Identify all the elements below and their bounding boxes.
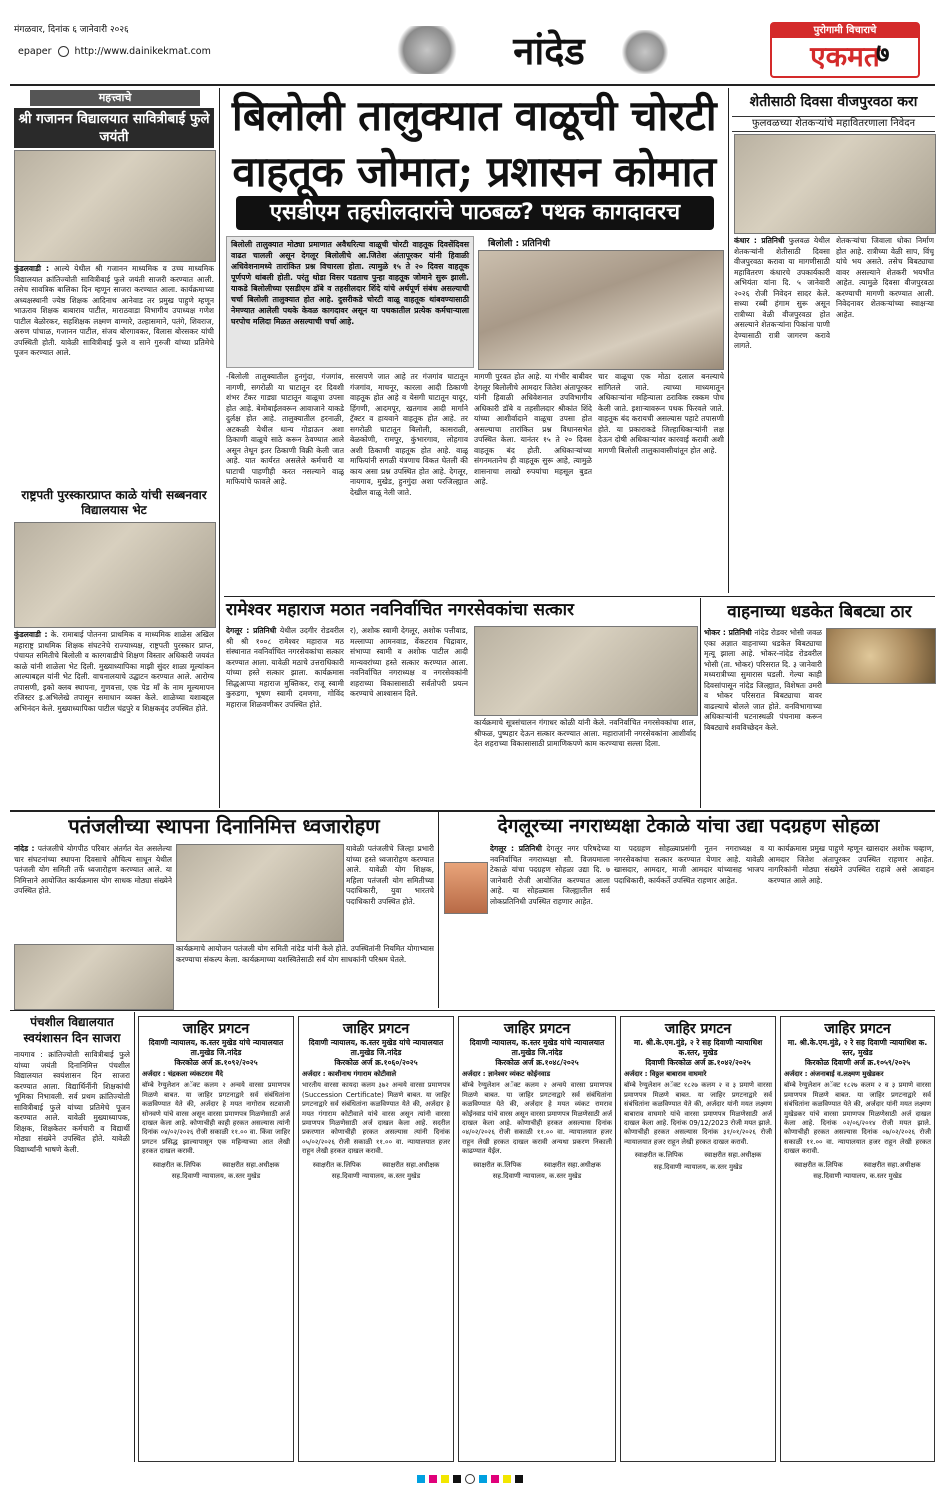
yoga-headline: पतंजलीच्या स्थापना दिनानिमित्त ध्वजारोहण	[68, 814, 380, 838]
notice-footer: सह.दिवाणी न्यायालय, क.स्तर मुखेड	[331, 1172, 421, 1181]
panchshil-story: नायगाव : क्रांतिज्योती सावित्रीबाई फुले यांच्या जयंती दिनानिमित्त पंचशील विद्यालयात स्वयंशासन दिन साजरा करण्यात आला. विद्यार्थिनींनी शिक्षकांची भूमिका निभावली. सर्व प्रथम क्रांतिज्योती सावित्रीबाई फुले यांच्या प्रतिमेचे पूजन करण्यात आले. यावेळी मुख्याध्यापक, शिक्षक, शिक्षकेतर कर्मचारी व विद्यार्थी मोठ्या संख्येने उपस्थित होते. यावेळी विद्यार्थ्यांनी भाषणे केली.	[14, 1050, 130, 1154]
mayor-portrait	[444, 862, 488, 914]
felicitation-col-1	[226, 626, 344, 806]
issue-date: मंगळवार, दिनांक ६ जानेवारी २०२६	[14, 25, 129, 35]
notice-body: बॉम्बे रेग्युलेशन अॅक्ट १८२७ कलम २ व ३ प्रमाणे वारसा प्रमाणपत्र मिळणे बाबत. या जाहिर प्रगटनाद्वारे सर्व संबंधितांना कळविण्यात येते की, अर्जदार यांनी मयत लक्ष्मण मुखेडकर यांचे वारसा प्रमाणपत्र मिळणेसाठी अर्ज दाखल केला आहे. दिनांक ०२/०६/२०१४ रोजी मयत झाले. कोणाचीही हरकत असल्यास दिनांक ०७/०२/२०२६ रोजी सकाळी ११.०० वा. न्यायालयात हजर राहून लेखी हरकत दाखल करावी.	[784, 1081, 931, 1156]
panchshil-headline: पंचशील विद्यालयात स्वयंशासन दिन साजरा	[23, 1015, 121, 1045]
clerk-signature: स्वाक्षरीत क.लिपिक	[634, 1151, 683, 1160]
clerk-signature: स्वाक्षरीत क.लिपिक	[473, 1160, 522, 1169]
dateline: कुंडलवाडी :	[14, 264, 49, 273]
leopard-story-cont	[826, 686, 934, 806]
legal-notice	[620, 1016, 776, 1462]
farm-headline: शेतीसाठी दिवसा वीजपुरवठा करा	[749, 94, 918, 110]
notice-court: मा. श्री.के.एम.मुंडे, २ रे सह दिवाणी न्यायाधिश क.स्तर, मुखेड	[633, 1038, 763, 1057]
leopard-photo	[826, 628, 936, 684]
sand-mining-photo	[478, 250, 724, 370]
school-event-photo	[14, 150, 216, 262]
lead-byline: बिलोली : प्रतिनिधी	[488, 239, 550, 249]
yoga-col-1-body: पतंजलीचे योगपीठ परिवार अंतर्गत येत असलेल्या चार संघटनांच्या स्थापना दिवसाचे औचित्य साधून येथील पतंजली योग समिती तर्फे ध्वजारोहण करण्यात आले. या निमित्ताने आयोजित कार्यक्रमास योग साधक मोठ्या संख्येने उपस्थित होते.	[14, 844, 172, 895]
lead-intro: बिलोली तालुक्यात मोठ्या प्रमाणात अवैधरित्या वाळूची चोरटी वाहतूक दिवसेंदिवस वाढत चालली असून देगलूर बिलोलीचे आ.जितेश अंतापूरकर यांनी हिवाळी अधिवेशनामध्ये तारांकित प्रश्न विचारला होता. त्यामुळे १५ ते २० दिवस वाहतूक पूर्णपणे थांबली होती. परंतु थोडा विसर पडताच पुन्हा वाहतूक जोमाने सुरू झाली. याकडे बिलोलीच्या एसडीएम डॉबे व तहसीलदार शिंदे यांचे अर्थपूर्ण संबंध असल्याची चर्चा बिलोली तालुक्यात होत आहे. दुसरीकडे चोरटी वाळू वाहतूक थांबवण्यासाठी नेमण्यात आलेली पथके केवळ कागदावर असून या पथकातील प्रत्येक कर्मचाऱ्याला घरपोच मलिदा मिळत असल्याची चर्चा आहे.	[231, 240, 469, 326]
notice-signatures	[302, 1161, 450, 1170]
sidebar-story-2	[14, 630, 214, 815]
legal-notice	[298, 1016, 454, 1462]
notice-case-number: किरकोळ अर्ज क्र.१०६०/२०२५	[334, 1058, 418, 1067]
clerk-signature: स्वाक्षरीत क.लिपिक	[152, 1160, 201, 1169]
lead-intro-box	[226, 236, 474, 368]
notice-case-number: किरकोळ अर्ज क्र.१०९२/२०२५	[174, 1058, 258, 1067]
notice-case-number: दिवाणी किरकोळ अर्ज क्र.१०४२/२०२५	[645, 1058, 751, 1067]
notice-party: अर्जदार : काशीनाथ गंगाराम कोटीवाले	[302, 1070, 397, 1078]
felicitation-col-3: कार्यक्रमाचे सूत्रसंचालन गंगाधर कोळी यांनी केले. नवनिर्वाचित नगरसेवकांचा शाल, श्रीफळ, पुष्पहार देऊन सत्कार करण्यात आला. महाराजांनी नगरसेवकांना आशीर्वाद देत शहराच्या विकासासाठी प्रामाणिकपणे काम करण्याचा सल्ला दिला.	[474, 718, 696, 748]
notice-title: जाहिर प्रगटन	[503, 1021, 571, 1037]
lead-headline	[224, 88, 724, 200]
lead-col-1: -बिलोली तालुक्यातील हुनगुंदा, गंजगांव, नागणी, सगरोळी या घाटातून दर दिवशी शंभर टँकर गाड्या घाटातून वाळूचा उपसा होत आहे. बेमोबाईलवरून आवाजाने याकडे दुर्लक्ष होत आहे. तालुक्यातील हरनाळी, अटकळी येथील धान्य गोडाऊन अशा ठिकाणी वाळूचे साठे करून ठेवण्यात आले असून तेथून इतर ठिकाणी विक्री केली जात आहे. यात कार्यरत असलेले कर्मचारी या घाटाची पाहणीही करत नसल्याने वाळू माफियांचे फावले आहे.	[226, 372, 344, 486]
notice-case-number: किरकोळ दिवाणी अर्ज क्र.१०५९/२०२५	[804, 1058, 911, 1067]
notice-footer: सह.दिवाणी न्यायालय, क.स्तर मुखेड	[813, 1172, 902, 1181]
superintendent-signature: स्वाक्षरीत सहा.अधीक्षक	[704, 1151, 762, 1160]
notice-body: बॉम्बे रेग्युलेशन अॅक्ट १८२७ कलम २ व ३ प्रमाणे वारसा प्रमाणपत्र मिळणे बाबत. या जाहिर प्रगटनाद्वारे सर्व संबंधितांना कळविण्यात येते की, अर्जदार यांनी मयत लक्ष्मण बाबाराव वाघमारे यांचे वारसा प्रमाणपत्र मिळणेसाठी अर्ज दाखल केला आहे. दिनांक 09/12/2023 रोजी मयत झाले. कोणाचीही हरकत असल्यास दिनांक ३१/०१/२०२६ रोजी न्यायालयात हजर राहून लेखी हरकत दाखल करावी.	[624, 1081, 772, 1146]
notice-court: दिवाणी न्यायालय, क.स्तर मुखेड यांचे न्यायालयात ता.मुखेड जि.नांदेड	[469, 1038, 605, 1057]
lead-col-3: मागणी पुरवत होत आहे. या गंभीर बाबीवर देगलूर बिलोलीचे आमदार जितेश अंतापूरकर यांनी हिवाळी अधिवेशनात उपविभागीय अधिकारी डॉबे व तहसीलदार श्रीकांत शिंदे यांच्या आशीर्वादाने वाळूचा उपसा होत असल्याचा तारांकित प्रश्न विधानसभेत उपस्थित केला. यानंतर १५ ते २० दिवस वाहतूक बंद होती. अधिकाऱ्यांच्या संगनमतानेच ही वाहतूक सुरू आहे, त्यामुळे शासनाचा लाखो रुपयांचा महसूल बुडत आहे.	[474, 372, 592, 486]
felicitation-photo	[474, 626, 698, 716]
sidebar-story-1	[14, 264, 214, 484]
legal-notice	[780, 1016, 935, 1462]
degloor-col-3: या कार्यक्रमास प्रमुख पाहुणे म्हणून खासदार अशोक चव्हाण, आमदार जितेश अंतापूरकर उपस्थित राहणार आहेत. नागरिकांनी मोठ्या संख्येने उपस्थित राहावे असे आवाहन करण्यात आले आहे.	[768, 844, 934, 885]
lead-headline-line-2: वाहतूक जोमात; प्रशासन कोमात	[232, 147, 716, 196]
notice-court: मा. श्री.के.एम.मुंडे, २ रे सह दिवाणी न्यायाधिश क. स्तर, मुखेड	[787, 1038, 928, 1057]
dateline: नांदेड :	[14, 844, 35, 853]
felicitation-col-2: र), अशोक स्वामी देगलूर, अशोक पत्तीवाड, मल्लाप्पा आमनवाड, वेंकटराव चिद्रावार, संभाप्पा स्वामी व अशोक पाटील आदी मान्यवरांच्या हस्ते सत्कार करण्यात आला. नवनिर्वाचित नगराध्यक्ष व नगरसेवकांनी शहराच्या विकासासाठी सर्वतोपरी प्रयत्न करण्याचे आश्वासन दिले.	[350, 626, 468, 698]
header-ornament-left	[392, 26, 462, 74]
notice-party: अर्जदार : चंद्रकला व्यंकटराव मैंदे	[142, 1070, 223, 1078]
website-url: http://www.dainikekmat.com	[74, 46, 211, 57]
dateline: देगलूर : प्रतिनिधी	[226, 626, 277, 635]
notice-case-number: किरकोळ अर्ज क्र.१०४८/२०२५	[495, 1058, 579, 1067]
yoga-col-2: यावेळी पतंजलीचे जिल्हा प्रभारी यांच्या हस्ते ध्वजारोहण करण्यात आले. यावेळी योग शिक्षक, महिला पतंजली योग समितीच्या पदाधिकारी, युवा भारतचे पदाधिकारी उपस्थित होते.	[346, 844, 434, 906]
superintendent-signature: स्वाक्षरीत सहा.अधीक्षक	[863, 1160, 921, 1169]
notice-signatures	[784, 1161, 931, 1170]
farm-col-1	[734, 236, 830, 592]
farm-subhead: फुलवळच्या शेतकऱ्यांचे महावितरणाला निवेदन	[732, 116, 935, 132]
section-title: नांदेड	[513, 28, 585, 73]
degloor-col-2: या पदग्रहण सोहळ्याप्रसंगी नूतन नगराध्यक्ष व नगरसेवकांचा सत्कार करण्यात येणार आहे. यावेळी खासदार, आमदार, माजी आमदार यांच्यासह भाजप पदाधिकारी, कार्यकर्ते उपस्थित राहणार आहेत.	[614, 844, 764, 885]
dateline: कुंडलवाडी :	[14, 630, 48, 639]
school-visit-photo	[14, 522, 216, 628]
epaper-link[interactable]	[18, 46, 211, 57]
superintendent-signature: स्वाक्षरीत सहा.अधीक्षक	[382, 1160, 440, 1169]
farm-col-2: शेतकऱ्यांचा जिवाला धोका निर्माण होत आहे. रात्रीच्या वेळी साप, विंचू यांचे भय असते. तसेच बिबट्याचा वावर असल्याने शेतकरी भयभीत आहेत. त्यामुळे दिवसा वीजपुरवठा करण्याची मागणी करण्यात आली. निवेदनावर शेतकऱ्यांच्या स्वाक्षऱ्या आहेत.	[836, 236, 934, 319]
degloor-col-1	[490, 844, 610, 1008]
notice-signatures	[624, 1151, 772, 1160]
superintendent-signature: स्वाक्षरीत सहा.अधीक्षक	[543, 1160, 601, 1169]
logo-tagline: पुरोगामी विचाराचे	[772, 24, 918, 38]
felicitation-headline: रामेश्वर महाराज मठात नवनिर्वाचित नगरसेवकांचा सत्कार	[226, 600, 574, 620]
yoga-col-3: कार्यक्रमाचे आयोजन पतंजली योग समिती नांदेड यांनी केले होते. उपस्थितांनी नियमित योगाभ्यास करण्याचा संकल्प केला. कार्यक्रमाच्या यशस्वितेसाठी सर्व योग साधकांनी परिश्रम घेतले.	[176, 944, 434, 964]
sidebar-headline-2: राष्ट्रपती पुरस्कारप्राप्त काळे यांची सब्बनवार विद्यालयास भेट	[21, 488, 207, 517]
legal-notice	[458, 1016, 616, 1462]
notice-footer: सह.दिवाणी न्यायालय, क.स्तर मुखेड	[653, 1162, 743, 1171]
notice-title: जाहिर प्रगटन	[824, 1021, 891, 1037]
clerk-signature: स्वाक्षरीत क.लिपिक	[794, 1160, 843, 1169]
lead-subhead: एसडीएम तहसीलदारांचे पाठबळ? पथक कागदावरच	[236, 196, 714, 230]
dateline: कंधार : प्रतिनिधी	[734, 236, 785, 245]
story-body: के. रामाबाई पोतनना प्राथमिक व माध्यमिक शाळेस अखिल महाराष्ट्र प्राथमिक शिक्षक संघटनेचे राज्याध्यक्ष, राष्ट्रपती पुरस्कार प्राप्त, पंचायत समितीचे बिलोली व कारगवाडीचे शिक्षण विस्तार अधिकारी जयवंत काळे यांनी शाळेला भेट दिली. मुख्याध्यापिका माझी सुंदर शाळा मूल्यांकन आल्याबद्दल यांनी भेट दिली. वाचनालयाचे उद्घाटन करण्यात आले. आरोग्य तपासणी, इको क्लब स्थापना, गुणवत्ता, एक पेड माँ के नाम मूल्यमापन रजिस्टर इ.अभिलेखे तपासून समाधान व्यक्त केले. शाळेच्या यशाबद्दल अभिनंदन केले. मुख्याध्यापिका पाटील चंद्रपुरे व शिक्षकवृंद उपस्थित होते.	[14, 630, 214, 713]
sidebar-tag: महत्त्वाचे	[30, 90, 200, 106]
epaper-label: epaper	[18, 46, 52, 57]
yoga-col-1	[14, 844, 172, 940]
color-registration-bar	[260, 1472, 680, 1486]
superintendent-signature: स्वाक्षरीत सहा.अधीक्षक	[222, 1160, 280, 1169]
dateline: देगलूर : प्रतिनिधी	[490, 844, 542, 853]
lead-headline-line-1: बिलोली तालुक्यात वाळूची चोरटी	[231, 91, 717, 140]
logo-brand: एकमत	[810, 40, 880, 73]
header-ornament-right	[620, 30, 670, 74]
story-body: आल्ये येथील श्री गजानन माध्यमिक व उच्च माध्यमिक विद्यालयात क्रांतिज्योती सावित्रीबाई फुले जयंती साजरी करण्यात आली. तसेच सावत्रिक बालिका दिन म्हणून साजरा करण्यात आला. कार्यक्रमाच्या अध्यक्षस्थानी ज्येष्ठ शिक्षक आदिनाथ आनेवाड तर प्रमुख पाहुणे म्हणून भाऊराव शिक्षक बाबाराव पाटील, माराठवाडा विभागीय उपाध्यक्ष गणेश पाटील बेळोरकर, सहशिक्षक लक्ष्मण वाग्मारे, उल्हासमाने, पतंगे, शिवराज, अरुण पांचाळ, गजानन पाटील, संजय बोरगावकर, विलास बोरसकर यांची उपस्थिती होती. यावेळी सावित्रीबाई फुले व साने गुरुजी यांच्या प्रतिमेचे पूजन करण्यात आले.	[14, 264, 214, 357]
lead-col-4: चार वाळूचा एक मोठा दलाल बनल्याचे सांगितले जाते. त्याच्या माध्यमातून अधिकाऱ्यांना महिन्याला ठराविक रक्कम पोच केली जाते. इशाऱ्यावरून पथक फिरवले जाते. वाहतूक बंद करायची असल्यास पहाटे तपासणी होते. या प्रकाराकडे जिल्हाधिकाऱ्यांनी लक्ष देऊन दोषी अधिकाऱ्यांवर कारवाई करावी अशी मागणी बिलोली तालुकावासीयांतून होत आहे.	[598, 372, 724, 455]
sidebar-headline-1: श्री गजानन विद्यालयात सावित्रीबाई फुले जयंती	[14, 108, 214, 148]
masthead-logo	[770, 22, 920, 78]
notice-party: अर्जदार : ज्ञानेश्वर व्यंकट कोईनवाड	[462, 1070, 551, 1078]
notice-court: दिवाणी न्यायालय, क.स्तर मुखेड यांचे न्यायालयात ता.मुखेड जि.नांदेड	[148, 1038, 284, 1057]
notice-court: दिवाणी न्यायालय, क.स्तर मुखेड यांचे न्यायालयात ता.मुखेड जि.नांदेड	[308, 1038, 444, 1057]
notice-party: अर्जदार : विठ्ठल बाबाराव वाघमारे	[624, 1070, 707, 1078]
page-number: ७	[876, 39, 890, 69]
degloor-col-1-body: देगलूर नगर परिषदेच्या नवनिर्वाचित नगराध्यक्षा सौ. विजयमाला टेकाळे यांचा पदग्रहण सोहळा उद्या दि. ७ जानेवारी रोजी आयोजित करण्यात आला आहे. या सोहळ्यास जिल्ह्यातील सर्व लोकप्रतिनिधी उपस्थित राहणार आहेत.	[490, 844, 610, 906]
dateline: भोकर : प्रतिनिधी	[704, 628, 752, 637]
notice-footer: सह.दिवाणी न्यायालय, क.स्तर मुखेड	[171, 1172, 261, 1181]
notice-body: भारतीय वारसा कायदा कलम ३७२ अन्वये वारसा प्रमाणपत्र (Succession Certificate) मिळणे बाबत. या जाहिर प्रगटनाद्वारे सर्व संबंधितांना कळविण्यात येते की, अर्जदार हे मयत गंगाराम कोटीवाले यांचे वारस असून त्यांनी वारसा प्रमाणपत्र मिळणेसाठी अर्ज दाखल केला आहे. सदरील प्रकरणात कोणाचीही हरकत असल्यास त्यांनी दिनांक ०५/०२/२०२६ रोजी सकाळी ११.०० वा. न्यायालयात हजर राहून लेखी हरकत दाखल करावी.	[302, 1081, 450, 1156]
felicitation-col-1-body: येथील उदगीर रोडवरील श्री श्री १००८ रामेश्वर महाराज मठ संस्थानात नवनिर्वाचित नगरसेवकांचा सत्कार करण्यात आला. यावेळी मठाचे उत्तराधिकारी यांच्या हस्ते सत्कार झाला. कार्यक्रमास सिद्धआप्पा महाराज मुक्तिकर, राजू स्वामी कुरुडगा, भूषण स्वामी दमणगा, गोविंद महाराज शिळवणीकर उपस्थित होते.	[226, 626, 344, 709]
notice-signatures	[462, 1161, 612, 1170]
flag-hoisting-photo-2	[14, 944, 174, 1010]
notice-title: जाहिर प्रगटन	[342, 1021, 410, 1037]
lead-col-2: सरसपणे जात आहे तर गंजगांव घाटातून गंजगांव, माचनूर, कारला आदी ठिकाणी वाहतूक होत आहे व येसगी घाटातून यादूर, हिंगणी, आदमपूर, खतगाव आदी मार्गाने ट्रॅक्टर व हायवाने वाहतूक होत आहे. तर सगरोळी घाटातून बिलोली, कासराळी, बेळकोणी, रामपूर, कुंभारगाव, लोहगाव अशी ठिकाणी वाहतूक होत आहे. वाळू माफियांनी सगळी यंत्रणाच विकत घेतली की काय असा प्रश्न उपस्थित होत आहे. देगलूर, नायगाव, मुखेड, हुनगुंदा अशा परजिल्ह्यात देखील वाळू नेली जाते.	[350, 372, 468, 497]
notice-body: बॉम्बे रेग्युलेशन अॅक्ट कलम २ अन्वये वारसा प्रमाणपत्र मिळणे बाबत. या जाहिर प्रगटनाद्वारे सर्व संबंधितांना कळविण्यात येते की, अर्जदार हे मयत व्यंकट रामराव कोईनवाड यांचे वारस असून वारसा प्रमाणपत्र मिळणेसाठी अर्ज दाखल केला आहे. कोणाचीही हरकत असल्यास दिनांक ०४/०२/२०२६ रोजी सकाळी ११.०० वा. न्यायालयात हजर राहून लेखी हरकत दाखल करावी अन्यथा प्रकरण निकाली काढण्यात येईल.	[462, 1081, 612, 1156]
notice-title: जाहिर प्रगटन	[664, 1021, 732, 1037]
notice-title: जाहिर प्रगटन	[182, 1021, 250, 1037]
leopard-headline: वाहनाच्या धडकेत बिबट्या ठार	[727, 602, 912, 622]
notice-body: बॉम्बे रेग्युलेशन अॅक्ट कलम २ अन्वये वारसा प्रमाणपत्र मिळणे बाबत. या जाहिर प्रगटनाद्वारे सर्व संबंधितांना कळविण्यात येते की, अर्जदार हे मयत नागोराव सटवाजी सोनवणे यांचे वारस असून वारसा प्रमाणपत्र मिळणेसाठी अर्ज दाखल केला आहे. कोणाचीही काही हरकत असल्यास त्यांनी दिनांक ०४/०२/२०२६ रोजी सकाळी ११.०० वा. किंवा जाहिर प्रगटन प्रसिद्ध झाल्यापासून एक महिन्याच्या आत लेखी हरकत दाखल करावी.	[142, 1081, 290, 1156]
notice-footer: सह.दिवाणी न्यायालय, क.स्तर मुखेड	[492, 1172, 582, 1181]
farmers-memorandum-photo	[734, 134, 936, 234]
legal-notice	[138, 1016, 294, 1462]
degloor-headline: देगलूरच्या नगराध्यक्षा टेकाळे यांचा उद्या पदग्रहण सोहळा	[497, 815, 880, 837]
notice-party: अर्जदार : अंजनाबाई व.लक्ष्मण मुखेडकर	[784, 1070, 884, 1078]
leopard-story	[704, 628, 822, 806]
farm-col-1-body: फुलवळ येथील शेतकऱ्यांनी शेतीसाठी दिवसा वीजपुरवठा करावा या मागणीसाठी महावितरण कंधारचे उपकार्यकारी अभियंता यांना दि. ५ जानेवारी २०२६ रोजी निवेदन सादर केले. सध्या रब्बी हंगाम सुरू असून रात्रीच्या वेळी वीजपुरवठा होत असल्याने शेतकऱ्यांना पिकांना पाणी देण्यासाठी रात्री जागरण करावे लागते.	[734, 236, 830, 350]
globe-icon	[58, 46, 69, 57]
leopard-body: नांदेड रोडवर भोसी जवळ एका अज्ञात वाहनाच्या धडकेत बिबट्याचा मृत्यू झाला आहे. भोकर-नांदेड रोडवरील भोसी (ता. भोकर) परिसरात दि. ३ जानेवारी मध्यरात्रीच्या सुमारास घडली. गेल्या काही दिवसांपासून नांदेड जिल्ह्यात, विशेषतः उमरी व भोकर परिसरात बिबट्याचा वावर वाढल्याचे बोलले जात होते. वनविभागाच्या अधिकाऱ्यांनी घटनास्थळी पंचनामा करून बिबट्याचे शवविच्छेदन केले.	[704, 628, 822, 732]
flag-hoisting-photo-1	[176, 844, 344, 942]
clerk-signature: स्वाक्षरीत क.लिपिक	[312, 1160, 361, 1169]
notice-signatures	[142, 1161, 290, 1170]
